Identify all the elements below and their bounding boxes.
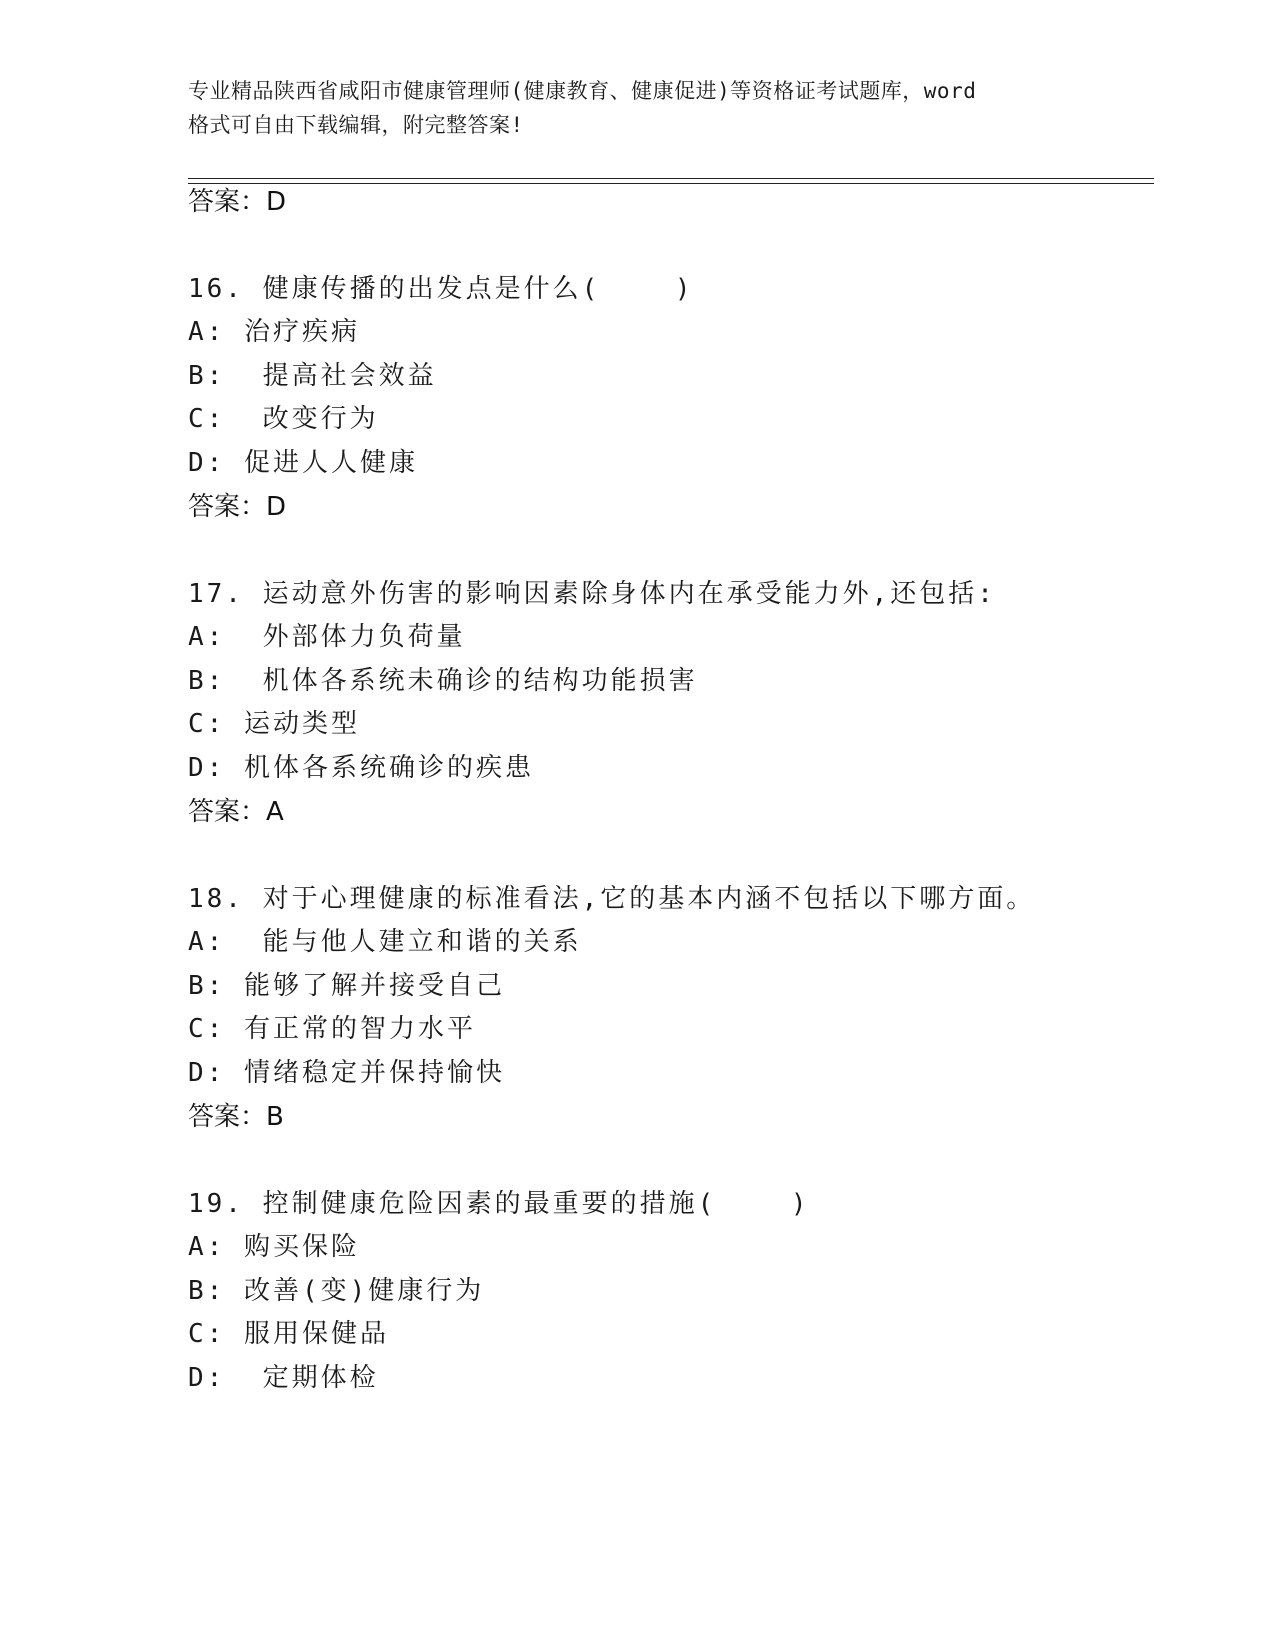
option-b: B: 能够了解并接受自己 — [188, 971, 505, 1001]
option-d: D: 定期体检 — [188, 1363, 379, 1393]
header-divider-top — [188, 178, 1154, 179]
answer-line: 答案：D — [188, 187, 287, 217]
option-d: D: 机体各系统确诊的疾患 — [188, 753, 534, 783]
option-b: B: 提高社会效益 — [188, 361, 437, 391]
header-divider-bottom — [188, 183, 1154, 184]
option-c: C: 有正常的智力水平 — [188, 1014, 476, 1044]
header-line-1: 专业精品陕西省咸阳市健康管理师(健康教育、健康促进)等资格证考试题库，word — [188, 79, 977, 103]
option-b: B: 改善(变)健康行为 — [188, 1276, 485, 1306]
question-stem: 16. 健康传播的出发点是什么( ) — [188, 274, 694, 304]
option-a: A: 治疗疾病 — [188, 317, 360, 347]
question-stem: 18. 对于心理健康的标准看法,它的基本内涵不包括以下哪方面。 — [188, 884, 1036, 914]
header-line-2: 格式可自由下载编辑，附完整答案! — [188, 113, 524, 137]
question-stem: 19. 控制健康危险因素的最重要的措施( ) — [188, 1189, 810, 1219]
question-stem: 17. 运动意外伤害的影响因素除身体内在承受能力外,还包括: — [188, 579, 996, 609]
option-a: A: 购买保险 — [188, 1232, 360, 1262]
option-a: A: 外部体力负荷量 — [188, 622, 466, 652]
option-c: C: 改变行为 — [188, 404, 379, 434]
option-a: A: 能与他人建立和谐的关系 — [188, 927, 582, 957]
option-c: C: 运动类型 — [188, 709, 360, 739]
option-b: B: 机体各系统未确诊的结构功能损害 — [188, 666, 698, 696]
option-d: D: 促进人人健康 — [188, 448, 418, 478]
document-header — [188, 74, 1088, 142]
answer-line: 答案：A — [188, 797, 284, 827]
answer-line: 答案：D — [188, 492, 287, 522]
option-d: D: 情绪稳定并保持愉快 — [188, 1058, 505, 1088]
answer-line: 答案：B — [188, 1102, 284, 1132]
option-c: C: 服用保健品 — [188, 1319, 389, 1349]
